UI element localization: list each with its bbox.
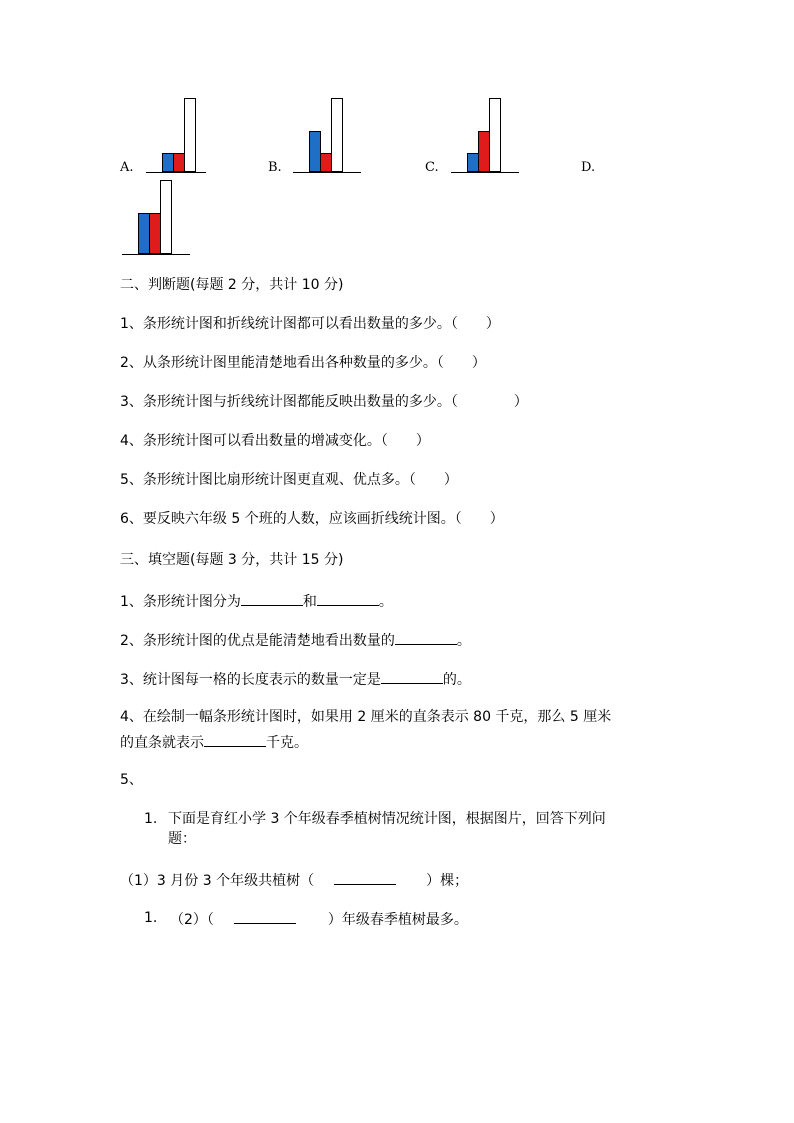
white-bar [184, 98, 196, 172]
option-label: B. [268, 160, 282, 175]
judgement-item: 1、条形统计图和折线统计图都可以看出数量的多少。（ ） [120, 316, 500, 332]
fill-item-5-text: 下面是育红小学 3 个年级春季植树情况统计图，根据图片，回答下列问 [168, 811, 606, 827]
section-title-judgement: 二、判断题(每题 2 分，共计 10 分) [120, 277, 344, 293]
answer-blank[interactable] [334, 870, 396, 885]
judgement-item: 4、条形统计图可以看出数量的增减变化。（ ） [120, 433, 430, 449]
fill-text: 的直条就表示 [120, 735, 204, 751]
fill-item-4-line2 [120, 732, 308, 752]
fill-text: （1）3 月份 3 个年级共植树（ [120, 873, 315, 889]
fill-text: 1、条形统计图分为 [120, 594, 241, 610]
fill-item-2 [120, 630, 471, 650]
answer-blank[interactable] [234, 909, 296, 924]
answer-blank[interactable] [204, 732, 266, 747]
baseline [122, 254, 190, 255]
fill-text: ）年级春季植树最多。 [327, 912, 468, 928]
fill-item-1 [120, 591, 393, 611]
section-title-fill: 三、填空题(每题 3 分，共计 15 分) [120, 552, 344, 568]
mini-bar-chart [451, 98, 519, 173]
fill-item-5-label: 5、 [120, 772, 143, 788]
fill-text: 。 [378, 594, 393, 610]
mini-bar-chart [146, 98, 206, 173]
option-label: A. [120, 160, 134, 175]
white-bar [489, 98, 501, 172]
answer-blank[interactable] [381, 669, 443, 684]
judgement-item: 5、条形统计图比扇形统计图更直观、优点多。（ ） [120, 472, 458, 488]
white-bar [160, 180, 172, 254]
white-bar [331, 98, 343, 172]
baseline [293, 172, 361, 173]
fill-item-4-line1: 4、在绘制一幅条形统计图时，如果用 2 厘米的直条表示 80 千克，那么 5 厘米 [120, 709, 612, 725]
fill-text: 千克。 [266, 735, 308, 751]
option-label: C. [425, 160, 439, 175]
mini-bar-chart [122, 180, 190, 255]
list-number: 1. [144, 811, 158, 827]
fill-text: 。 [456, 633, 471, 649]
mini-bar-chart [293, 98, 361, 173]
judgement-item: 2、从条形统计图里能清楚地看出各种数量的多少。（ ） [120, 355, 486, 371]
judgement-item: 6、要反映六年级 5 个班的人数，应该画折线统计图。（ ） [120, 511, 504, 527]
judgement-item: 3、条形统计图与折线统计图都能反映出数量的多少。（ ） [120, 394, 528, 410]
fill-item-5-sub1 [120, 870, 468, 890]
fill-item-5-sub2 [170, 909, 468, 929]
fill-text: （2）（ [170, 912, 214, 928]
answer-blank[interactable] [317, 591, 379, 606]
fill-item-3 [120, 669, 471, 689]
fill-text: 的。 [442, 672, 471, 688]
fill-text: 2、条形统计图的优点是能清楚地看出数量的 [120, 633, 395, 649]
baseline [451, 172, 519, 173]
fill-text: ）棵； [426, 873, 469, 889]
list-number: 1. [144, 910, 158, 926]
answer-blank[interactable] [241, 591, 303, 606]
fill-text: 3、统计图每一格的长度表示的数量一定是 [120, 672, 381, 688]
baseline [146, 172, 206, 173]
answer-blank[interactable] [395, 630, 457, 645]
option-label: D. [581, 160, 596, 175]
fill-text: 和 [302, 594, 317, 610]
fill-item-5-text: 题： [168, 831, 196, 847]
